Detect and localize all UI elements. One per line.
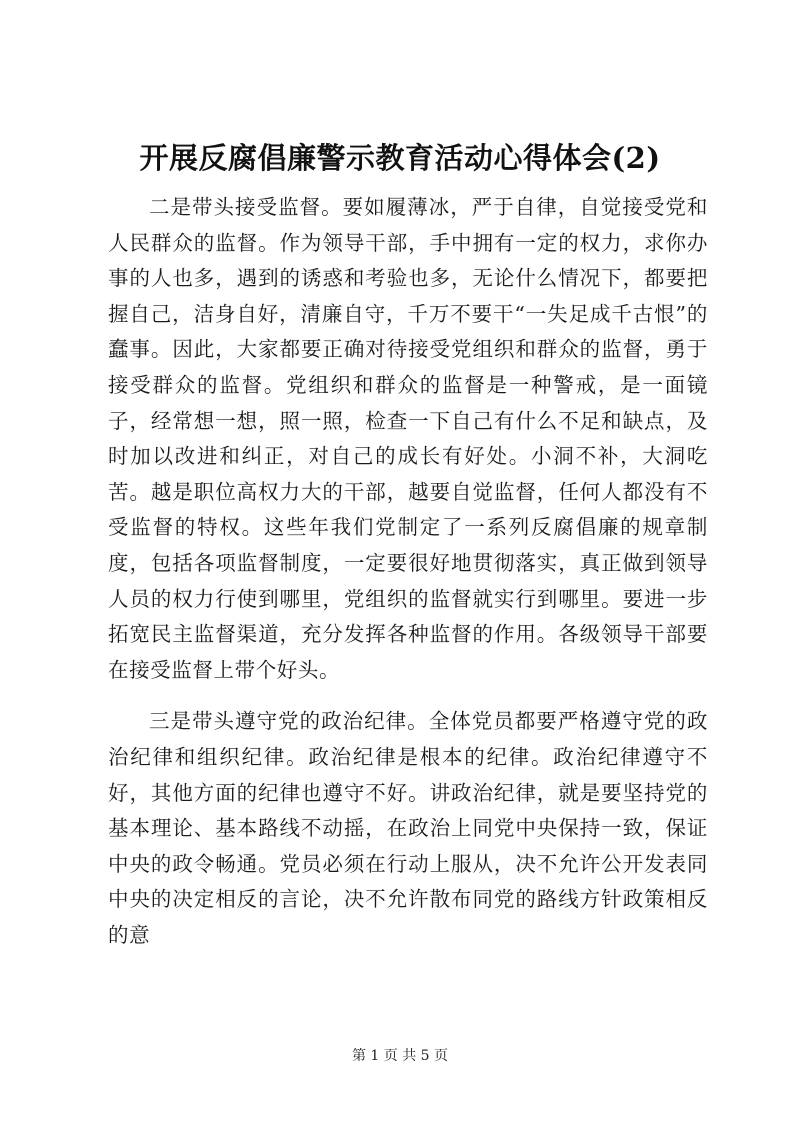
document-title: 开展反腐倡廉警示教育活动心得体会(2): [139, 141, 661, 175]
paragraph-1: 二是带头接受监督。要如履薄冰，严于自律，自觉接受党和人民群众的监督。作为领导干部，手中拥有一定的权力，求你办事的人也多，遇到的诱惑和考验也多，无论什么情况下，都要把握自己，洁身自好，清廉自守，千万不要干“一失足成千古恨”的蠢事。因此，大家都要正确对待接受党组织和群众的监督，勇于接受群众的监督。党组织和群众的监督是一种警戒，是一面镜子，经常想一想，照一照，检查一下自己有什么不足和缺点，及时加以改进和纠正，对自己的成长有好处。小洞不补，大洞吃苦。越是职位高权力大的干部，越要自觉监督，任何人都没有不受监督的特权。这些年我们党制定了一系列反腐倡廉的规章制度，包括各项监督制度，一定要很好地贯彻落实，真正做到领导人员的权力行使到哪里，党组织的监督就实行到哪里。要进一步拓宽民主监督渠道，充分发挥各种监督的作用。各级领导干部要在接受监督上带个好头。: [108, 195, 708, 682]
paragraph-2: 三是带头遵守党的政治纪律。全体党员都要严格遵守党的政治纪律和组织纪律。政治纪律是根本的纪律。政治纪律遵守不好，其他方面的纪律也遵守不好。讲政治纪律，就是要坚持党的基本理论、基本路线不动摇，在政治上同党中央保持一致，保证中央的政令畅通。党员必须在行动上服从，决不允许公开发表同中央的决定相反的言论，决不允许散布同党的路线方针政策相反的意: [108, 709, 708, 947]
page-footer: 第 1 页 共 5 页: [351, 1048, 449, 1064]
document-body: [108, 190, 708, 953]
